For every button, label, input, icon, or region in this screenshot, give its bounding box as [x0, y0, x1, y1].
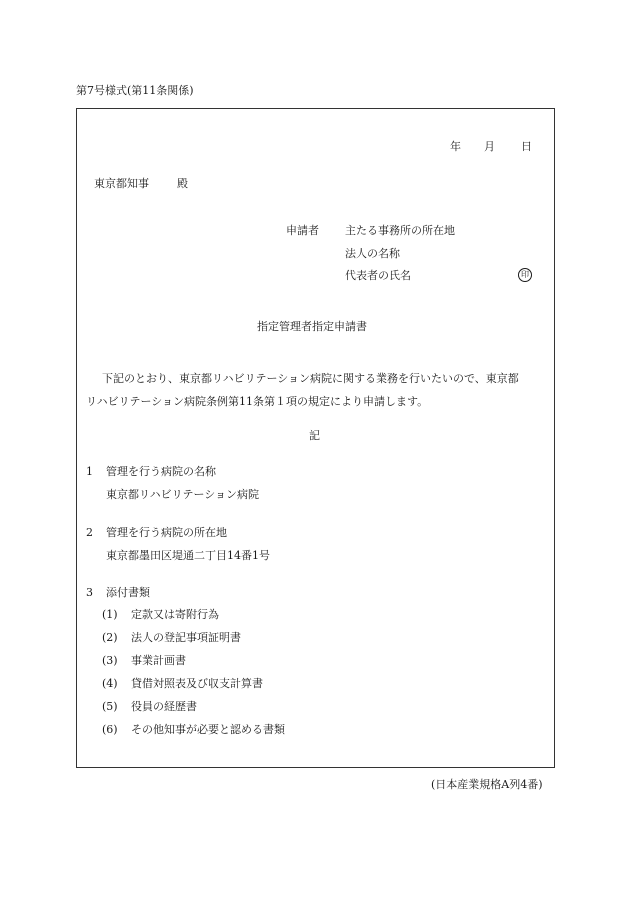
attachment-4-number: (4)	[102, 677, 118, 690]
item-1-value: 東京都リハビリテーション病院	[106, 488, 260, 501]
item-3-number: 3	[86, 586, 93, 599]
paper-size-note: (日本産業規格A列4番)	[431, 778, 543, 791]
body-line-2: リハビリテーション病院条例第11条第１項の規定により申請します。	[86, 395, 429, 408]
seal-mark: 印	[518, 268, 532, 282]
item-3-title: 添付書類	[106, 586, 150, 599]
item-1-title: 管理を行う病院の名称	[106, 465, 216, 478]
office-location-label: 主たる事務所の所在地	[345, 224, 455, 237]
attachment-3-label: 事業計画書	[131, 654, 186, 667]
attachment-1-label: 定款又は寄附行為	[131, 608, 219, 621]
corporation-name-label: 法人の名称	[345, 247, 400, 260]
date-day: 日	[521, 140, 532, 153]
addressee-name: 東京都知事	[94, 177, 149, 190]
item-1-number: 1	[86, 465, 93, 478]
attachment-5-number: (5)	[102, 700, 118, 713]
attachment-6-label: その他知事が必要と認める書類	[131, 723, 285, 736]
item-2-title: 管理を行う病院の所在地	[106, 526, 227, 539]
date-year: 年	[450, 140, 461, 153]
ki-heading: 記	[309, 429, 320, 442]
representative-name-label: 代表者の氏名	[345, 269, 411, 282]
attachment-1-number: (1)	[102, 608, 118, 621]
date-month: 月	[484, 140, 495, 153]
applicant-label: 申請者	[286, 224, 319, 237]
attachment-3-number: (3)	[102, 654, 118, 667]
addressee-honorific: 殿	[177, 177, 188, 190]
attachment-2-label: 法人の登記事項証明書	[131, 631, 241, 644]
attachment-4-label: 貸借対照表及び収支計算書	[131, 677, 263, 690]
attachment-6-number: (6)	[102, 723, 118, 736]
attachment-2-number: (2)	[102, 631, 118, 644]
document-title: 指定管理者指定申請書	[257, 320, 367, 333]
attachment-5-label: 役員の経歴書	[131, 700, 197, 713]
item-2-value: 東京都墨田区堤通二丁目14番1号	[106, 549, 270, 562]
item-2-number: 2	[86, 526, 93, 539]
body-line-1: 下記のとおり、東京都リハビリテーション病院に関する業務を行いたいので、東京都	[102, 372, 519, 385]
form-number: 第7号様式(第11条関係)	[76, 84, 194, 97]
